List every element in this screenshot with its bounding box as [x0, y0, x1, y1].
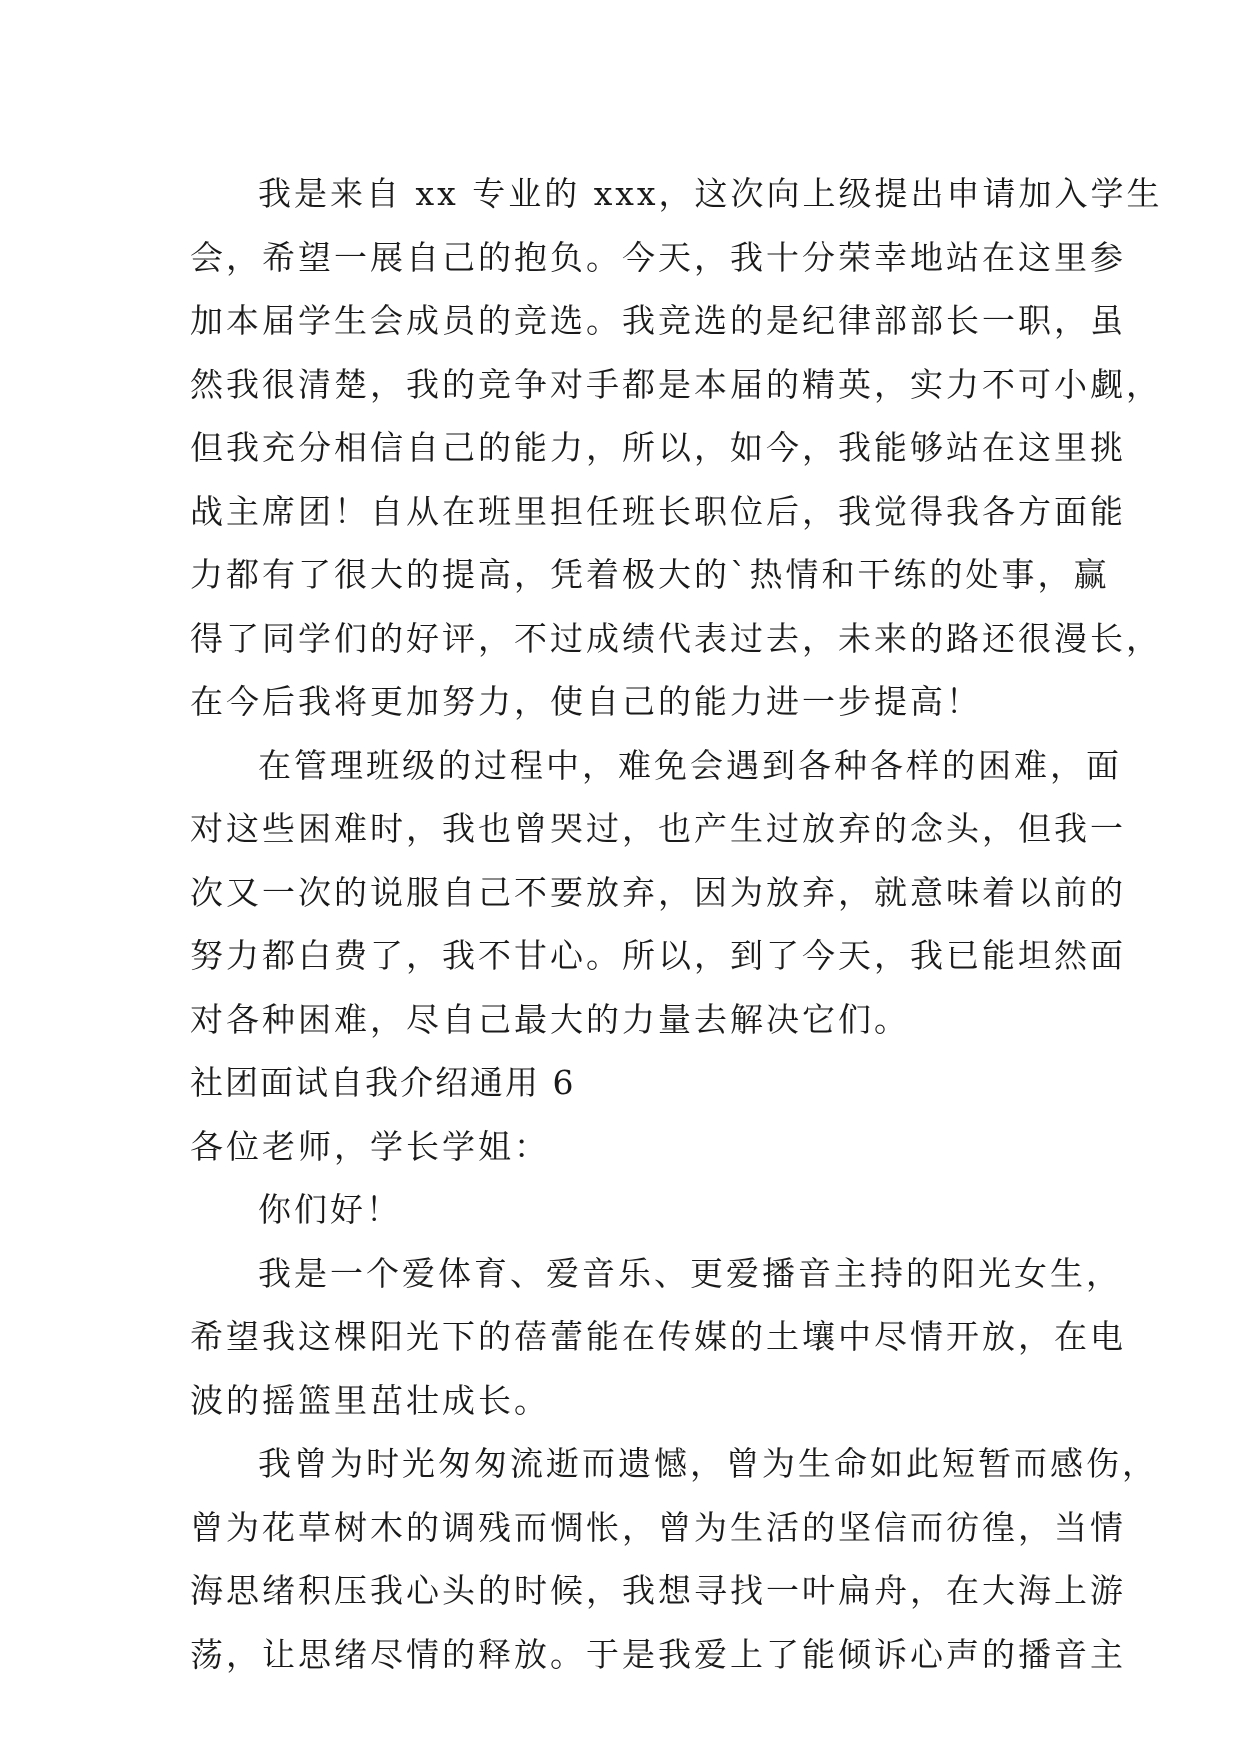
salutation: 各位老师，学长学姐：	[190, 1126, 550, 1166]
paragraph-line: 力都有了很大的提高，凭着极大的`热情和干练的处事，赢	[190, 555, 1110, 594]
paragraph-1	[190, 162, 1163, 734]
section-title: 社团面试自我介绍通用 6	[190, 1063, 576, 1102]
paragraph-line: 加本届学生会成员的竞选。我竞选的是纪律部部长一职，虽	[190, 301, 1126, 340]
paragraph-line: 得了同学们的好评，不过成绩代表过去，未来的路还很漫长，	[190, 618, 1162, 658]
paragraph-line: 在管理班级的过程中，难免会遇到各种各样的困难，面	[258, 745, 1122, 785]
paragraph-line: 次又一次的说服自己不要放弃，因为放弃，就意味着以前的	[190, 872, 1126, 912]
paragraph-line: 曾为花草树木的调残而惆怅，曾为生活的坚信而彷徨，当情	[190, 1507, 1126, 1547]
document-body	[190, 162, 1163, 1686]
paragraph-3	[190, 1242, 1126, 1433]
paragraph-line: 希望我这棵阳光下的蓓蕾能在传媒的土壤中尽情开放，在电	[190, 1317, 1126, 1356]
greeting: 你们好！	[258, 1190, 402, 1229]
paragraph-line: 然我很清楚，我的竞争对手都是本届的精英，实力不可小觑，	[190, 364, 1162, 404]
paragraph-line: 海思绪积压我心头的时候，我想寻找一叶扁舟，在大海上游	[190, 1571, 1126, 1610]
paragraph-4	[190, 1432, 1158, 1686]
paragraph-line: 战主席团！自从在班里担任班长职位后，我觉得我各方面能	[190, 491, 1126, 531]
paragraph-line: 对各种困难，尽自己最大的力量去解决它们。	[190, 999, 910, 1039]
paragraph-line: 荡，让思绪尽情的释放。于是我爱上了能倾诉心声的播音主	[190, 1634, 1126, 1674]
paragraph-line: 波的摇篮里茁壮成长。	[190, 1380, 550, 1420]
paragraph-line: 对这些困难时，我也曾哭过，也产生过放弃的念头，但我一	[190, 809, 1126, 848]
paragraph-line: 努力都白费了，我不甘心。所以，到了今天，我已能坦然面	[190, 936, 1126, 975]
paragraph-line: 我是一个爱体育、爱音乐、更爱播音主持的阳光女生，	[258, 1253, 1122, 1293]
paragraph-2	[190, 734, 1126, 1052]
paragraph-line: 我是来自 xx 专业的 xxx，这次向上级提出申请加入学生	[258, 174, 1163, 213]
paragraph-line: 我曾为时光匆匆流逝而遗憾，曾为生命如此短暂而感伤，	[258, 1444, 1158, 1483]
paragraph-line: 会，希望一展自己的抱负。今天，我十分荣幸地站在这里参	[190, 237, 1126, 277]
paragraph-line: 在今后我将更加努力，使自己的能力进一步提高！	[190, 682, 982, 721]
paragraph-line: 但我充分相信自己的能力，所以，如今，我能够站在这里挑	[190, 428, 1126, 467]
